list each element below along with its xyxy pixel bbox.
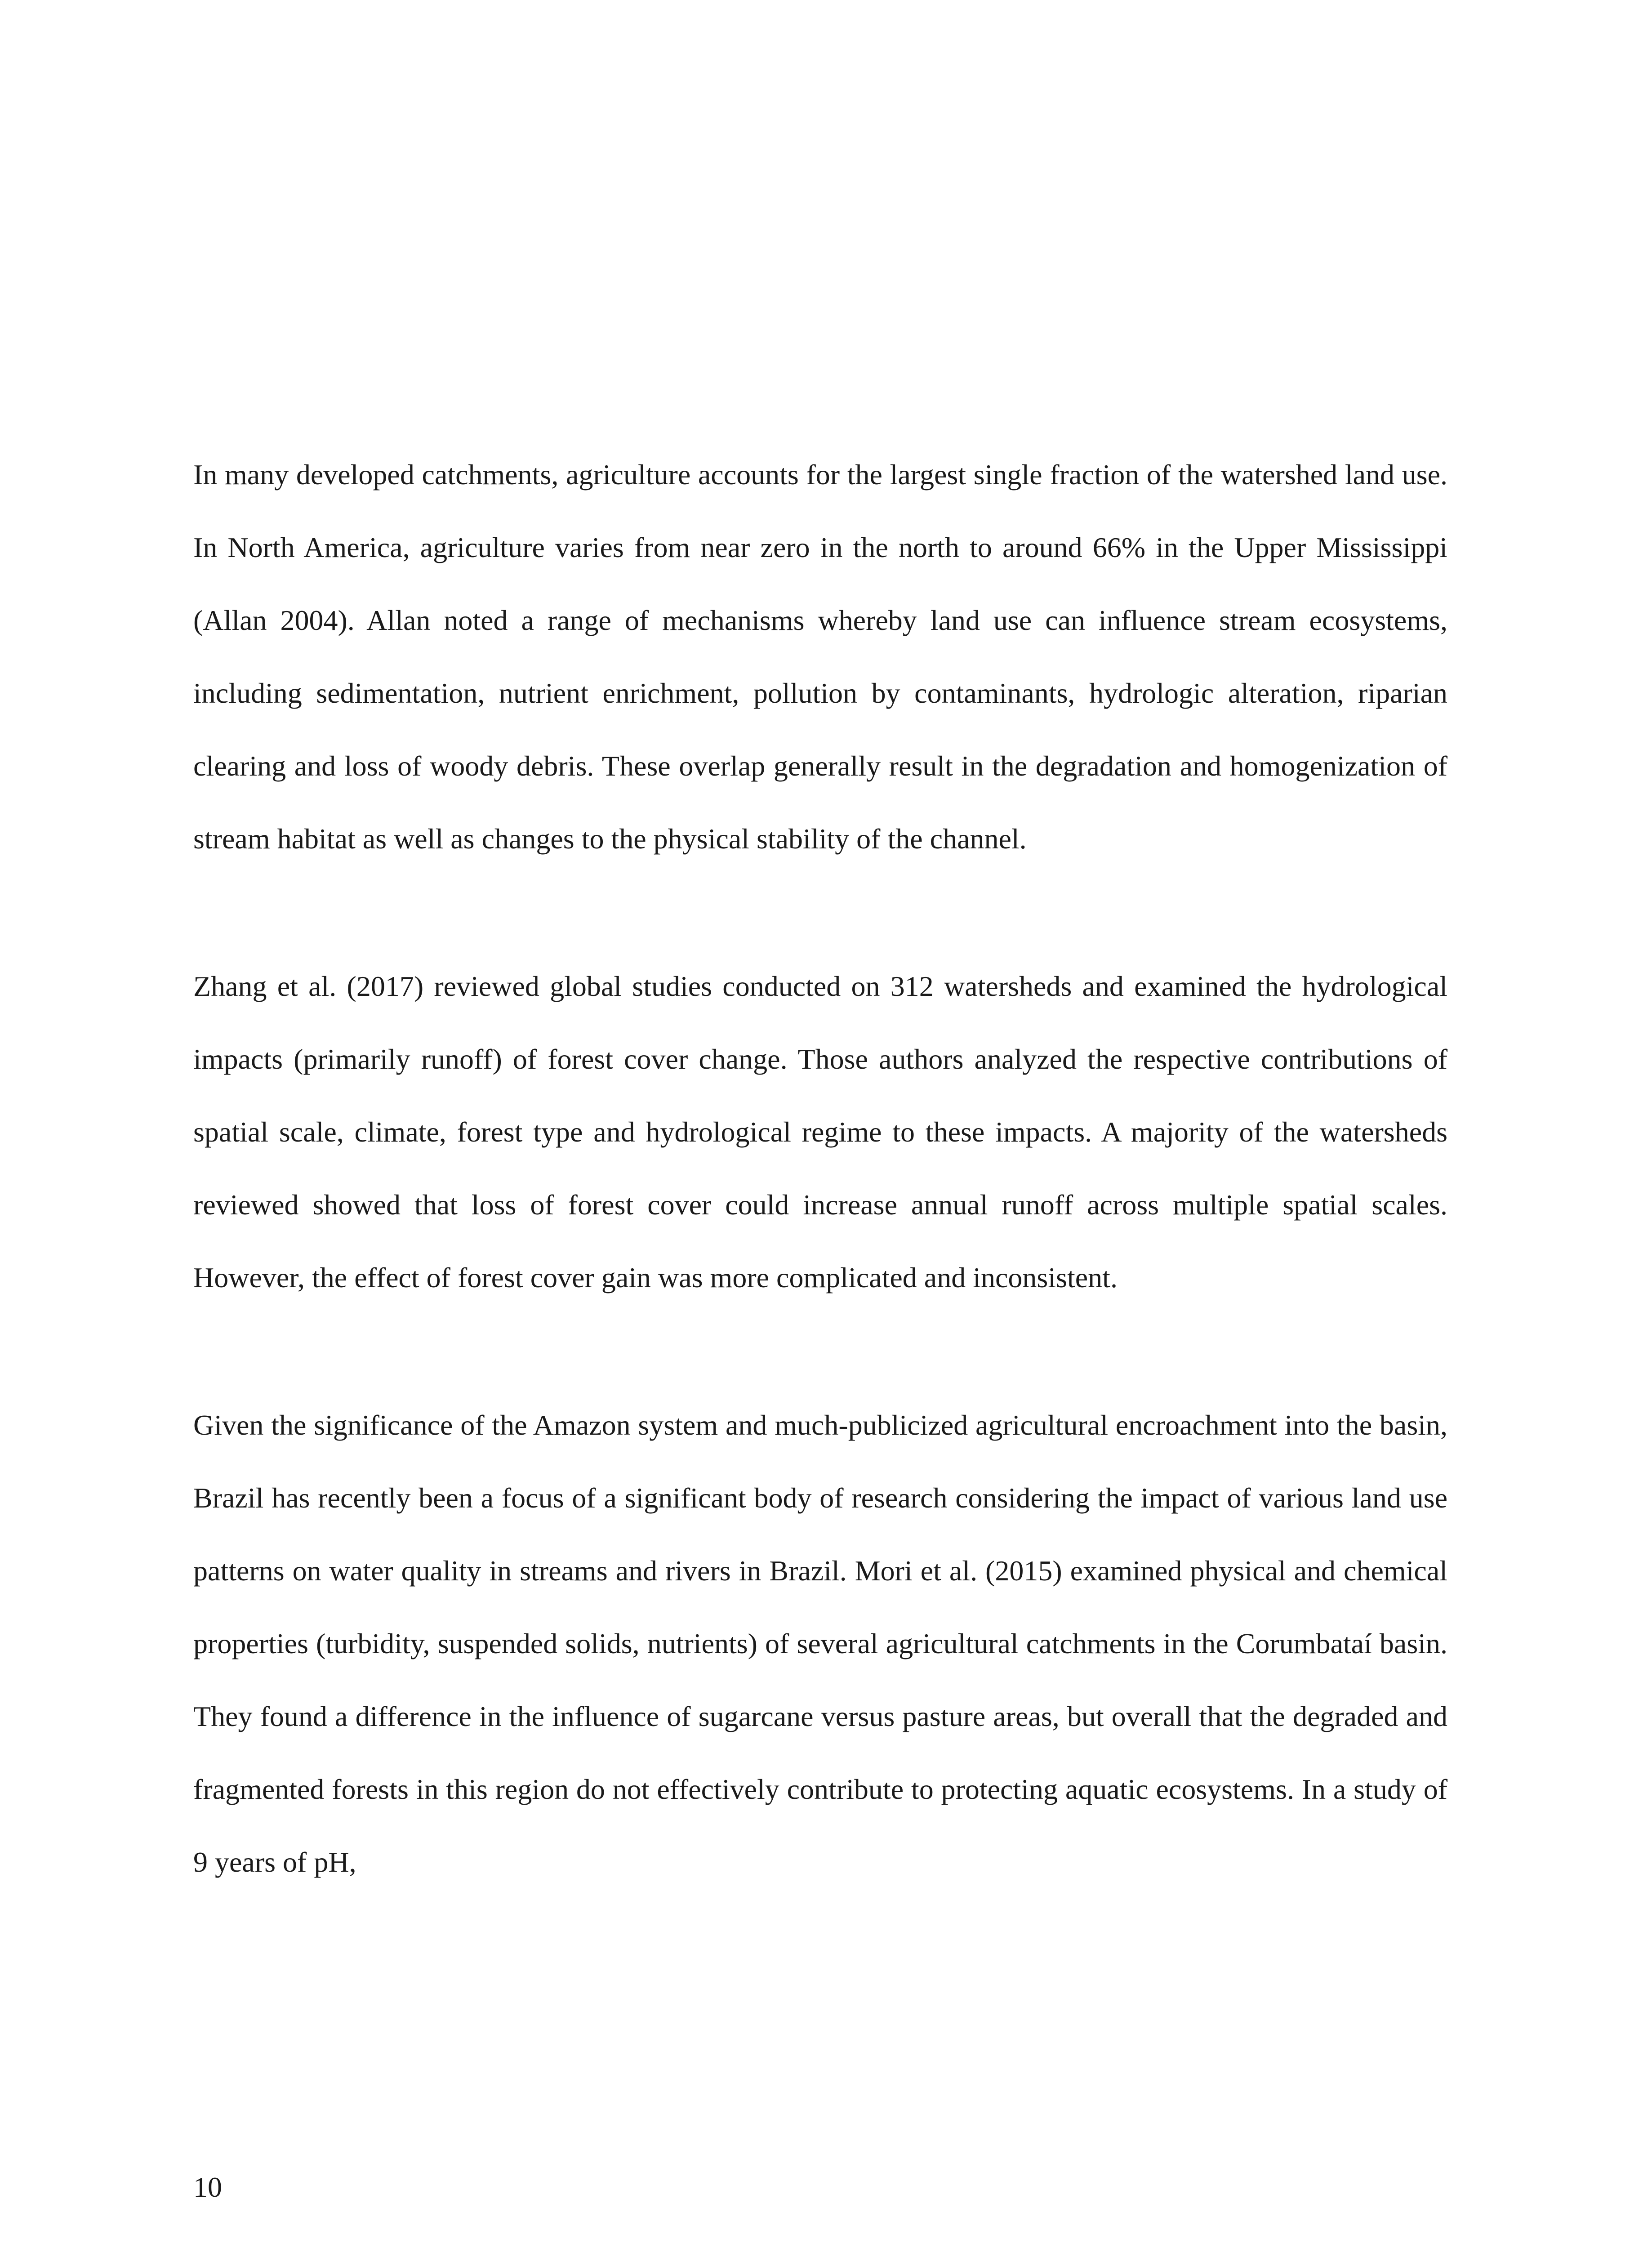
page-number: 10 xyxy=(193,2171,222,2203)
paragraph-agriculture-land-use: In many developed catchments, agriculture accounts for the largest single fraction of the watershed land use. In North America, agriculture varies from near zero in the north to around 66% in the Upper Mississippi (Allan 2004). Allan noted a range of mechanisms whereby land use can influence stream ecosystems, including sedimentation, nutrient enrichment, pollution by contaminants, hydrologic alteration, riparian clearing and loss of woody debris. These overlap generally result in the degradation and homogenization of stream habitat as well as changes to the physical stability of the channel. xyxy=(193,459,1447,855)
paragraph-brazil-water-quality: Given the significance of the Amazon system and much-publicized agricultural encroachment into the basin, Brazil has recently been a focus of a significant body of research considering the impact of various land use patterns on water quality in streams and rivers in Brazil. Mori et al. (2015) examined physical and chemical properties (turbidity, suspended solids, nutrients) of several agricultural catchments in the Corumbataí basin. They found a difference in the influence of sugarcane versus pasture areas, but overall that the degraded and fragmented forests in this region do not effectively contribute to protecting aquatic ecosystems. In a study of 9 years of pH, xyxy=(193,1409,1447,1878)
body-text xyxy=(193,438,1447,1973)
paragraph-forest-cover-runoff: Zhang et al. (2017) reviewed global studies conducted on 312 watersheds and examined the hydrological impacts (primarily runoff) of forest cover change. Those authors analyzed the respective contributions of spatial scale, climate, forest type and hydrological regime to these impacts. A majority of the watersheds reviewed showed that loss of forest cover could increase annual runoff across multiple spatial scales. However, the effect of forest cover gain was more complicated and inconsistent. xyxy=(193,970,1447,1293)
